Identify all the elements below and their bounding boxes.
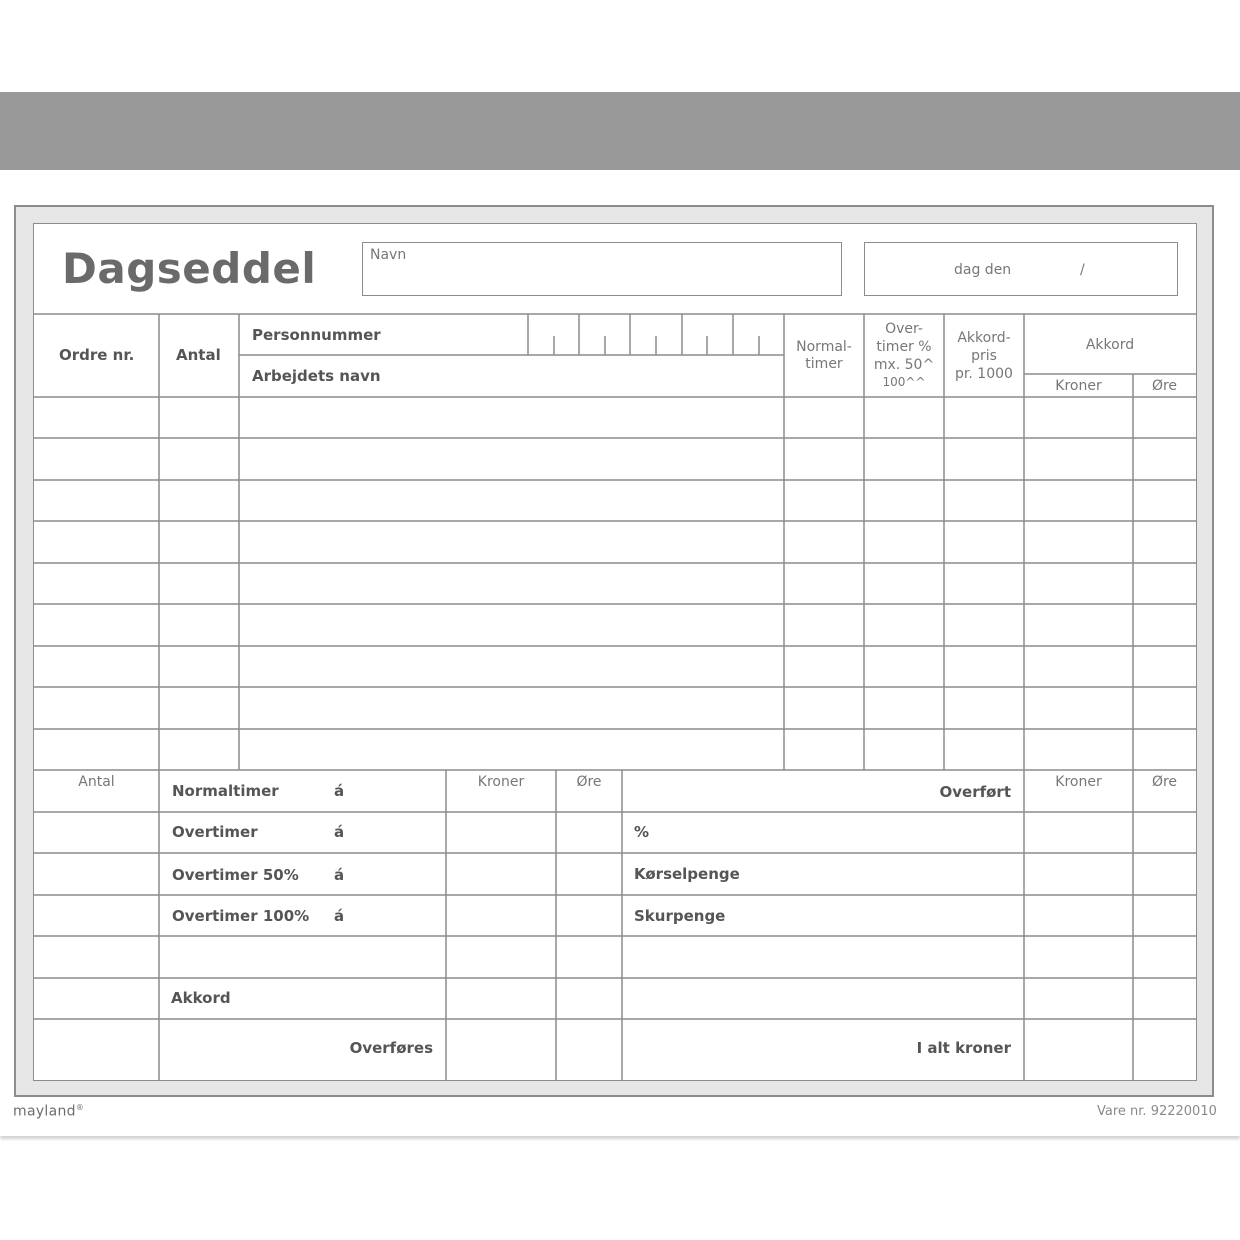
- personnummer-header: Personnummer: [252, 326, 381, 344]
- brand-mark: ®: [75, 1103, 85, 1112]
- navn-label: Navn: [370, 247, 407, 263]
- skurpenge-label: Skurpenge: [634, 907, 726, 925]
- overtimer-header-line4: 100^^: [882, 375, 926, 389]
- akkord-kroner-header: Kroner: [1055, 378, 1102, 394]
- normaltimer-header-line1: Normal-: [796, 339, 852, 355]
- akkordpris-header-line3: pr. 1000: [955, 366, 1013, 382]
- summary-antal-label: Antal: [78, 774, 115, 790]
- percent-label: %: [634, 823, 650, 841]
- overtimer-header-line3: mx. 50^: [873, 357, 935, 373]
- korselpenge-label: Kørselpenge: [634, 865, 740, 883]
- akkord-header: Akkord: [1085, 337, 1135, 353]
- form-title: Dagseddel: [62, 244, 317, 293]
- overtimer-header-line1: Over-: [885, 321, 923, 337]
- overtimer-rate: á: [334, 823, 345, 841]
- overfores-label: Overføres: [349, 1039, 433, 1057]
- summary-right-kroner-label: Kroner: [1055, 774, 1102, 790]
- summary-right-ore-label: Øre: [1151, 774, 1178, 790]
- akkord-summary-label: Akkord: [171, 989, 231, 1007]
- summary-kroner-label: Kroner: [477, 774, 525, 790]
- akkordpris-header-line2: pris: [971, 348, 997, 364]
- summary-ore-label: Øre: [576, 774, 602, 790]
- overfort-label: Overført: [939, 783, 1011, 801]
- overtimer-header-line2: timer %: [876, 339, 932, 355]
- normaltimer-rate: á: [334, 782, 345, 800]
- overtimer-label: Overtimer: [172, 823, 258, 841]
- akkord-ore-header: Øre: [1151, 378, 1178, 394]
- overtimer-100-label: Overtimer 100%: [172, 907, 310, 925]
- ordre-nr-header: Ordre nr.: [59, 346, 135, 364]
- overtimer-50-rate: á: [334, 866, 345, 884]
- overtimer-50-label: Overtimer 50%: [172, 866, 299, 884]
- arbejdets-navn-header: Arbejdets navn: [252, 367, 381, 385]
- vare-nr: Vare nr. 92220010: [1097, 1104, 1217, 1119]
- brand-logo: [13, 1104, 84, 1119]
- i-alt-kroner-label: I alt kroner: [916, 1039, 1011, 1057]
- antal-header: Antal: [176, 346, 221, 364]
- date-separator: /: [1080, 262, 1085, 278]
- brand-name: mayland: [13, 1103, 76, 1120]
- akkordpris-header-line1: Akkord-: [957, 330, 1011, 346]
- normaltimer-label: Normaltimer: [172, 782, 279, 800]
- normaltimer-header-line2: timer: [805, 356, 843, 372]
- overtimer-100-rate: á: [334, 907, 345, 925]
- dag-den-label: dag den: [954, 262, 1012, 278]
